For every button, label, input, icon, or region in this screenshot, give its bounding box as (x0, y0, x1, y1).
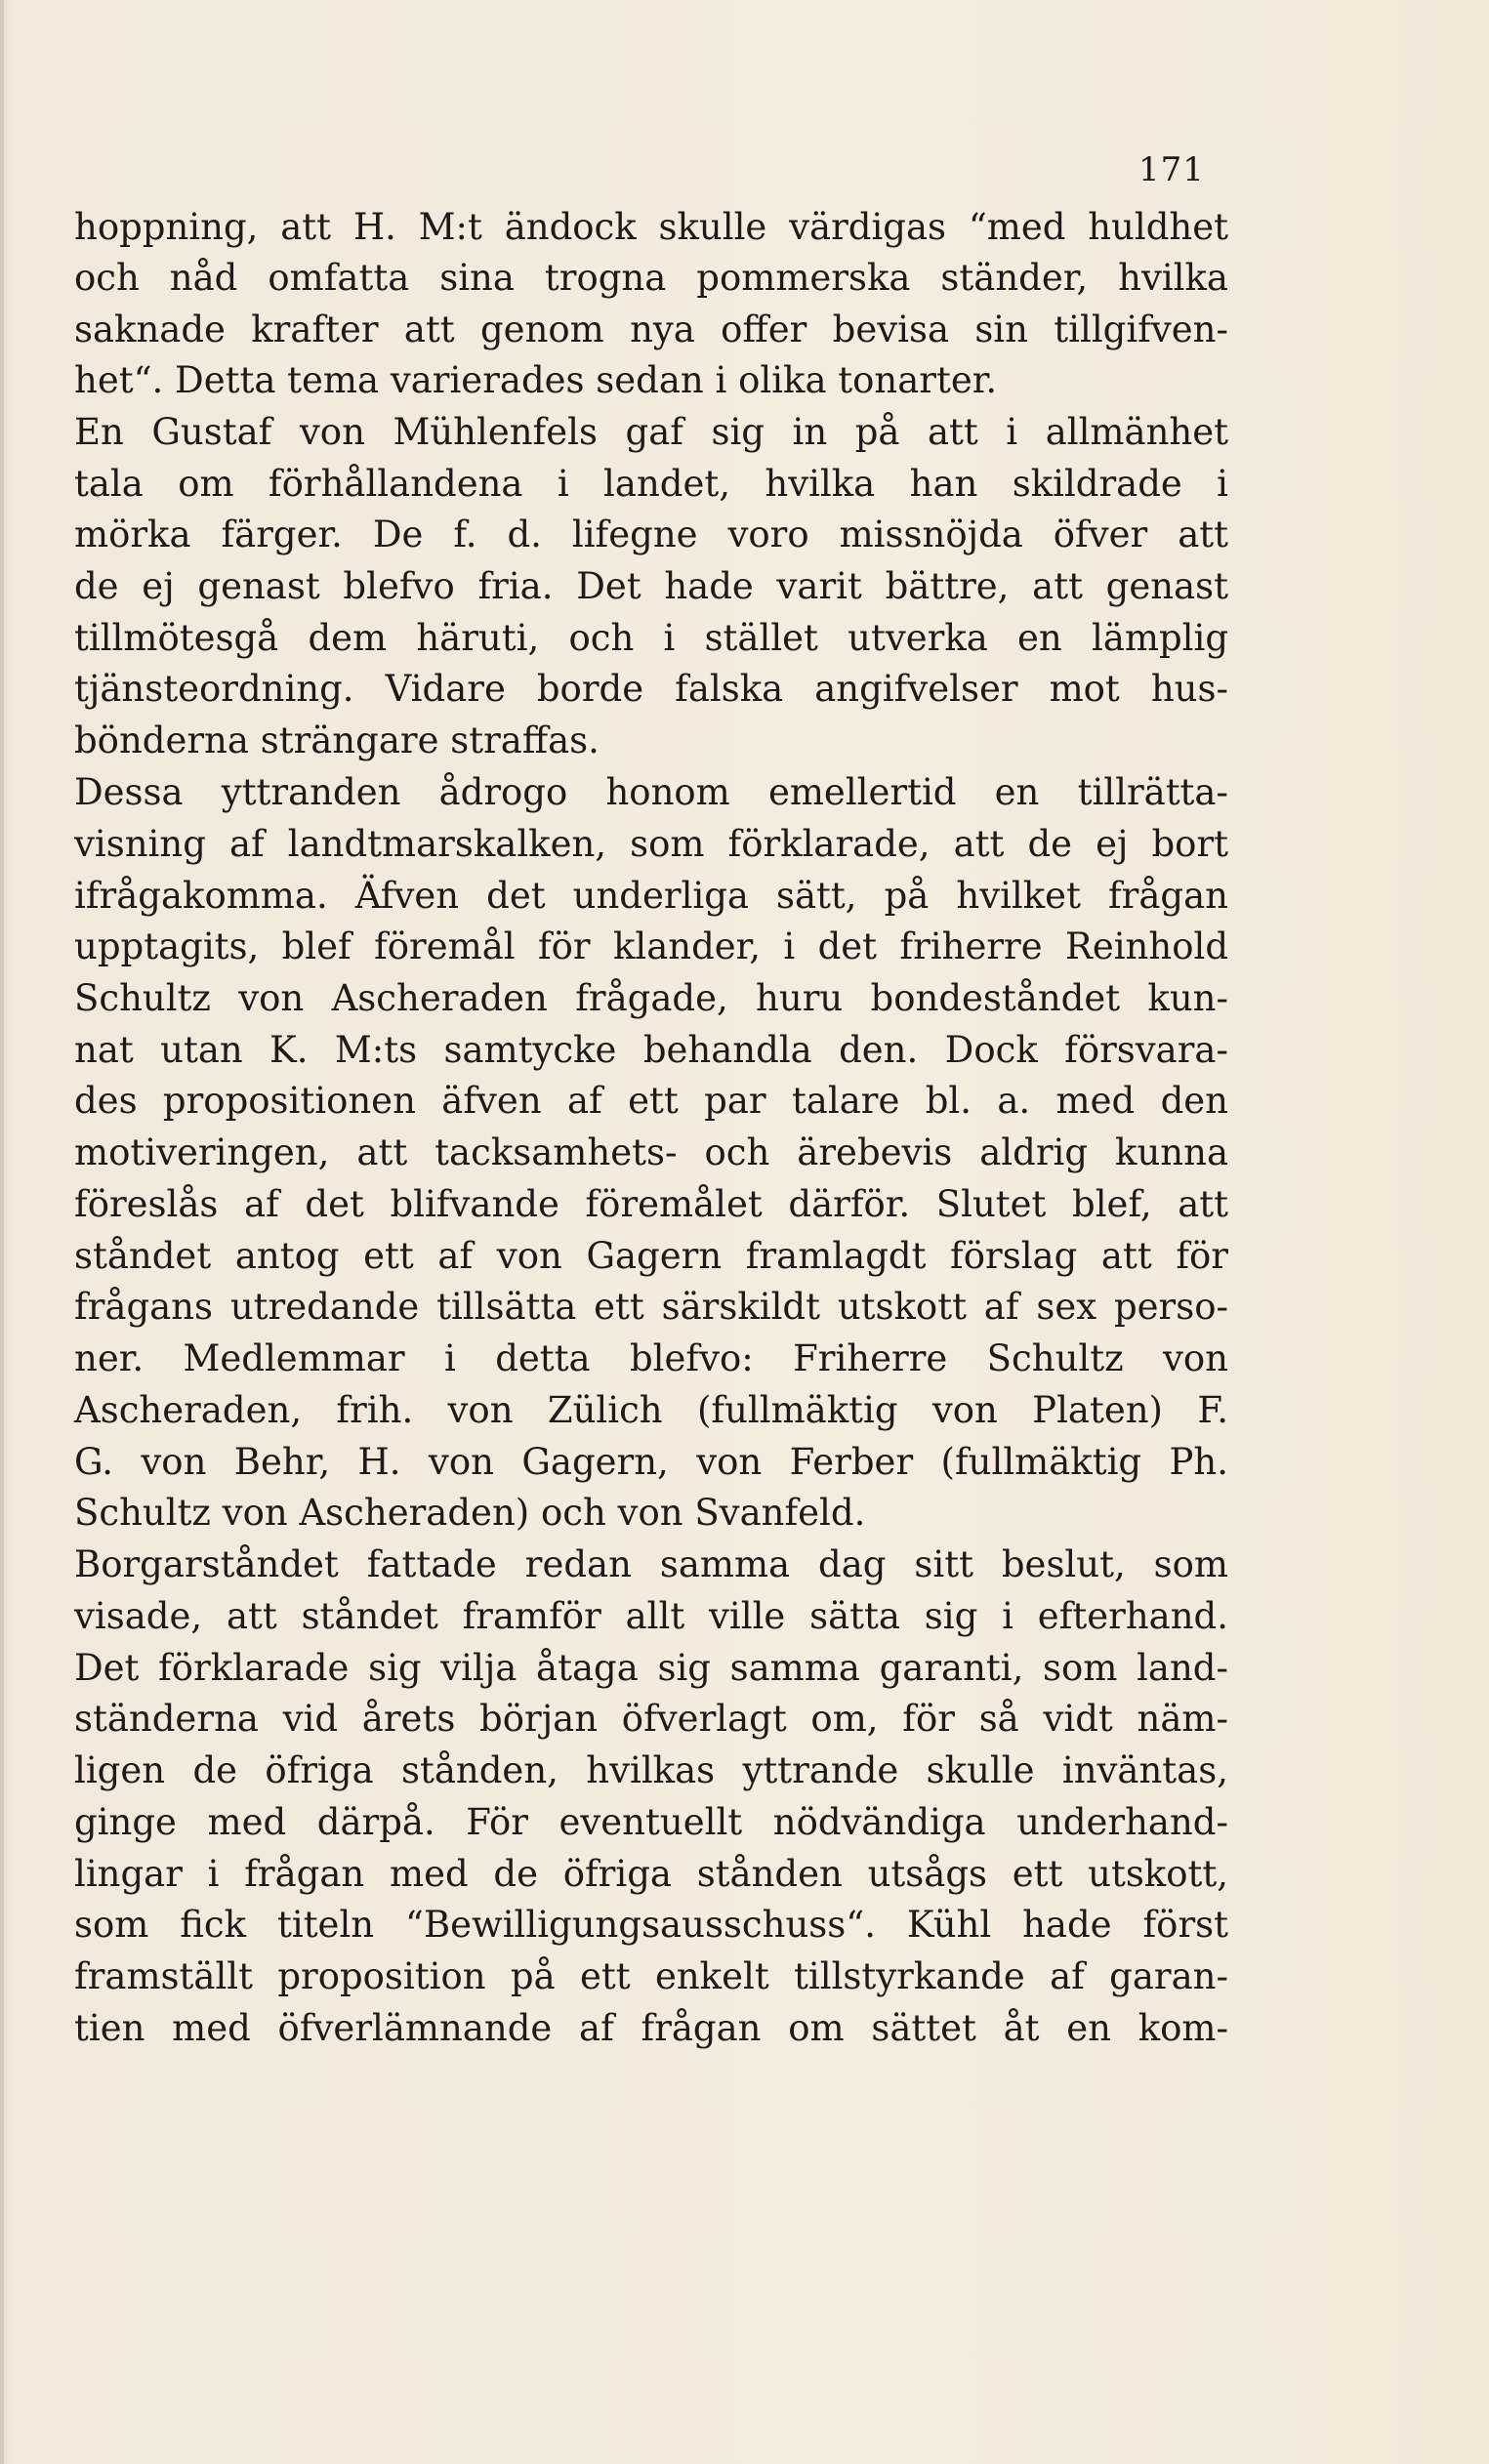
text-line-18: des propositionen äfven af ett par talare bl. a. med den (74, 1080, 1228, 1122)
text-line-27: Borgarståndet fattade redan samma dag sitt beslut, som (74, 1543, 1228, 1585)
text-line-29: Det förklarade sig vilja åtaga sig samma garanti, som land- (74, 1647, 1228, 1689)
text-line-12: Dessa yttranden ådrogo honom emellertid en tillrätta- (74, 771, 1228, 813)
text-line-30: ständerna vid årets början öfverlagt om, för så vidt näm- (74, 1698, 1228, 1740)
text-line-5: En Gustaf von Mühlenfels gaf sig in på att i allmänhet (74, 411, 1228, 453)
text-line-23: ner. Medlemmar i detta blefvo: Friherre Schultz von (74, 1337, 1228, 1379)
text-line-32: ginge med därpå. För eventuellt nödvändiga underhand- (74, 1801, 1228, 1843)
text-line-9: tillmötesgå dem häruti, och i stället utverka en lämplig (74, 617, 1228, 659)
text-line-15: upptagits, blef föremål för klander, i det friherre Reinhold (74, 925, 1228, 967)
text-line-17: nat utan K. M:ts samtycke behandla den. Dock försvara- (74, 1029, 1228, 1071)
text-line-22: frågans utredande tillsätta ett särskildt utskott af sex perso- (74, 1286, 1228, 1328)
text-line-24: Ascheraden, frih. von Zülich (fullmäktig von Platen) F. (74, 1389, 1228, 1431)
text-line-3: saknade krafter att genom nya offer bevisa sin tillgifven- (74, 308, 1228, 350)
text-line-33: lingar i frågan med de öfriga stånden utsågs ett utskott, (74, 1853, 1228, 1895)
text-line-2: och nåd omfatta sina trogna pommerska ständer, hvilka (74, 257, 1228, 299)
text-line-31: ligen de öfriga stånden, hvilkas yttrande skulle inväntas, (74, 1749, 1228, 1791)
page-binding-edge (0, 0, 4, 2464)
text-line-1: hoppning, att H. M:t ändock skulle värdigas “med huldhet (74, 206, 1228, 248)
text-line-8: de ej genast blefvo fria. Det hade varit bättre, att genast (74, 565, 1228, 607)
text-line-7: mörka färger. De f. d. lifegne voro missnöjda öfver att (74, 513, 1228, 555)
text-line-35: framställt proposition på ett enkelt tillstyrkande af garan- (74, 1955, 1228, 1997)
text-line-19: motiveringen, att tacksamhets- och ärebevis aldrig kunna (74, 1131, 1228, 1173)
text-line-34: som fick titeln “Bewilligungsausschuss“. Kühl hade först (74, 1904, 1228, 1946)
text-line-10: tjänsteordning. Vidare borde falska angifvelser mot hus- (74, 668, 1228, 710)
text-line-36: tien med öfverlämnande af frågan om sättet åt en kom- (74, 2007, 1228, 2049)
text-line-21: ståndet antog ett af von Gagern framlagdt förslag att för (74, 1235, 1228, 1277)
text-line-28: visade, att ståndet framför allt ville sätta sig i efterhand. (74, 1595, 1228, 1637)
text-line-26: Schultz von Ascheraden) och von Svanfeld. (74, 1492, 866, 1534)
text-line-20: föreslås af det blifvande föremålet därför. Slutet blef, att (74, 1183, 1228, 1225)
text-line-14: ifrågakomma. Äfven det underliga sätt, på hvilket frågan (74, 875, 1228, 917)
text-line-11: bönderna strängare straffas. (74, 719, 600, 761)
text-line-25: G. von Behr, H. von Gagern, von Ferber (fullmäktig Ph. (74, 1441, 1228, 1483)
text-line-4: het“. Detta tema varierades sedan i olika tonarter. (74, 359, 998, 401)
text-line-13: visning af landtmarskalken, som förklarade, att de ej bort (74, 823, 1228, 865)
text-line-16: Schultz von Ascheraden frågade, huru bondeståndet kun- (74, 977, 1228, 1019)
page-number: 171 (1138, 150, 1205, 189)
text-line-6: tala om förhållandena i landet, hvilka han skildrade i (74, 463, 1228, 505)
